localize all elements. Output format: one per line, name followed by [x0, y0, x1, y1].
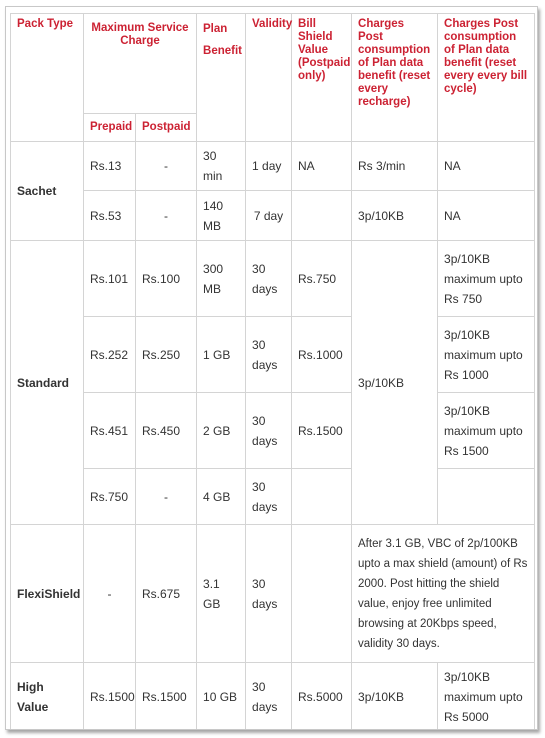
- benefit-cell: 4 GB: [197, 469, 246, 525]
- header-plan-benefit: Plan Benefit: [197, 14, 246, 142]
- validity-cell: 30 days: [246, 663, 292, 731]
- tariff-table: [10, 13, 535, 730]
- header-max-service-charge-label: Maximum Service Charge: [91, 22, 189, 47]
- postpaid-cell: Rs.1500: [136, 663, 197, 731]
- table-row: [11, 241, 535, 317]
- shield-cell: Rs.750: [292, 241, 352, 317]
- validity-cell: 30 days: [246, 469, 292, 525]
- header-prepaid: Prepaid: [84, 114, 136, 142]
- benefit-cell: 30 min: [197, 142, 246, 191]
- shield-cell: [292, 191, 352, 241]
- benefit-cell: 300 MB: [197, 241, 246, 317]
- table-row: [11, 393, 535, 469]
- validity-cell: 30 days: [246, 241, 292, 317]
- validity-cell: 1 day: [246, 142, 292, 191]
- postpaid-cell: -: [136, 142, 197, 191]
- header-postpaid: Postpaid: [136, 114, 197, 142]
- shield-cell: Rs.1500: [292, 393, 352, 469]
- prepaid-cell: Rs.101: [84, 241, 136, 317]
- prepaid-cell: Rs.13: [84, 142, 136, 191]
- header-charges-bill-cycle: Charges Post consumption of Plan data benefit (reset every every bill cycle): [438, 14, 535, 142]
- bill-cell: 3p/10KB maximum upto Rs 750: [438, 241, 535, 317]
- prepaid-cell: Rs.750: [84, 469, 136, 525]
- header-pack-type: Pack Type: [11, 14, 84, 142]
- bill-cell: 3p/10KB maximum upto Rs 5000: [438, 663, 535, 731]
- header-row: [11, 14, 535, 114]
- header-validity: Validity: [246, 14, 292, 142]
- benefit-cell: 140 MB: [197, 191, 246, 241]
- validity-cell: 30 days: [246, 393, 292, 469]
- header-max-service-charge: [84, 14, 197, 114]
- table-row: [11, 142, 535, 191]
- benefit-cell: 1 GB: [197, 317, 246, 393]
- shield-cell: NA: [292, 142, 352, 191]
- validity-cell: 30 days: [246, 525, 292, 663]
- bill-cell: NA: [438, 191, 535, 241]
- recharge-cell: 3p/10KB: [352, 191, 438, 241]
- recharge-cell: 3p/10KB: [352, 241, 438, 525]
- table-row: [11, 469, 535, 525]
- postpaid-cell: Rs.100: [136, 241, 197, 317]
- shield-cell: Rs.1000: [292, 317, 352, 393]
- benefit-cell: 3.1 GB: [197, 525, 246, 663]
- prepaid-cell: -: [84, 525, 136, 663]
- postpaid-cell: Rs.450: [136, 393, 197, 469]
- bill-cell: 3p/10KB maximum upto Rs 1000: [438, 317, 535, 393]
- prepaid-cell: Rs.252: [84, 317, 136, 393]
- header-charges-recharge: Charges Post consumption of Plan data benefit (reset every recharge): [352, 14, 438, 142]
- header-bill-shield: Bill Shield Value (Postpaid only): [292, 14, 352, 142]
- prepaid-cell: Rs.53: [84, 191, 136, 241]
- pack-standard: Standard: [11, 241, 84, 525]
- shield-cell: Rs.5000: [292, 663, 352, 731]
- bill-cell: NA: [438, 142, 535, 191]
- benefit-cell: 2 GB: [197, 393, 246, 469]
- validity-cell: 30 days: [246, 317, 292, 393]
- flexishield-note: After 3.1 GB, VBC of 2p/100KB upto a max shield (amount) of Rs 2000. Post hitting the shield value, enjoy free unlimited browsing at 20Kbps speed, validity 30 days.: [352, 525, 535, 663]
- table-frame: [5, 6, 538, 730]
- recharge-cell: Rs 3/min: [352, 142, 438, 191]
- table-row: [11, 317, 535, 393]
- postpaid-cell: Rs.675: [136, 525, 197, 663]
- pack-flexishield: FlexiShield: [11, 525, 84, 663]
- recharge-cell: 3p/10KB: [352, 663, 438, 731]
- postpaid-cell: Rs.250: [136, 317, 197, 393]
- pack-high-value: High Value: [11, 663, 84, 731]
- shield-cell: [292, 525, 352, 663]
- pack-sachet: Sachet: [11, 142, 84, 241]
- validity-cell: 7 day: [246, 191, 292, 241]
- benefit-cell: 10 GB: [197, 663, 246, 731]
- shield-cell: [292, 469, 352, 525]
- bill-cell: 3p/10KB maximum upto Rs 1500: [438, 393, 535, 469]
- postpaid-cell: -: [136, 191, 197, 241]
- prepaid-cell: Rs.451: [84, 393, 136, 469]
- table-row: [11, 525, 535, 663]
- prepaid-cell: Rs.1500: [84, 663, 136, 731]
- table-row: [11, 663, 535, 731]
- table-row: [11, 191, 535, 241]
- postpaid-cell: -: [136, 469, 197, 525]
- bill-cell: [438, 469, 535, 525]
